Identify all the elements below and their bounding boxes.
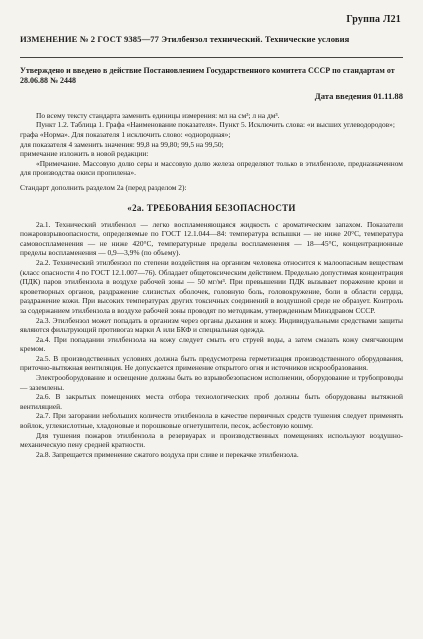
change-paragraph: «Примечание. Массовую долю серы и массовую долю железа определяют только в этилбензоле, предназначенном для производства окиси пропилена». [20, 158, 403, 178]
section-paragraph: Электрооборудование и освещение должны быть во взрывобезопасном исполнении, оборудование и трубопроводы — заземлены. [20, 373, 403, 392]
change-paragraph: Стандарт дополнить разделом 2а (перед разделом 2): [20, 182, 187, 192]
effective-date: Дата введения 01.11.88 [314, 90, 403, 101]
section-paragraph: Для тушения пожаров этилбензола в резервуарах и производственных помещениях используют воздушно-механическую пену средней кратности. [20, 430, 403, 450]
change-paragraph: Пункт 1.2. Таблица 1. Графа «Наименование показателя». Пункт 5. Исключить слова: «и высших углеводородов»; [36, 120, 395, 130]
section-paragraph: 2а.5. В производственных условиях должна быть предусмотрена герметизация производственного оборудования, приточно-вытяжная вентиляция. Не допускается применение открытого огня и источников искрообразования. [20, 353, 403, 373]
change-paragraph: для показателя 4 заменить значения: 99,8 на 99,80; 99,5 на 99,50; [20, 139, 224, 149]
section-paragraph: 2а.6. В закрытых помещениях места отбора технологических проб должны быть оборудованы вытяжной вентиляцией. [20, 392, 403, 411]
section-paragraph: 2а.4. При попадании этилбензола на кожу следует смыть его струей воды, а затем смазать кожу смягчающим кремом. [20, 334, 403, 354]
section-paragraph: 2а.3. Этилбензол может попадать в организм через органы дыхания и кожу. Индивидуальными средствами защиты являются фильтрующий противогаз марки А или БКФ и специальная одежда. [20, 315, 403, 335]
section-paragraph: 2а.8. Запрещается применение сжатого воздуха при сливе и перекачке этилбензола. [36, 449, 299, 459]
change-paragraph: графа «Норма». Для показателя 1 исключить слово: «однородная»; [20, 130, 231, 139]
approval-statement: Утверждено и введено в действие Постановлением Государственного комитета СССР по стандартам от 28.06.88 № 2448 [20, 66, 395, 86]
change-paragraph: По всему тексту стандарта заменить единицы измерения: мл на см³; л на дм³. [36, 110, 280, 120]
section-paragraph: 2а.7. При загорании небольших количеств этилбензола в качестве первичных средств тушения следует применять войлок, углекислотные, хладоновые и порошковые огнетушители, песок, асбестовую кошму. [20, 411, 403, 431]
section-paragraph: 2а.1. Технический этилбензол — легко воспламеняющаяся жидкость с ароматическим запахом. Показатели пожаровзрывоопасности, определяемые по ГОСТ 12.1.044—84: температура вспышки — не ниже 20°С, температура самовоспламенения — не ниже 420°С, температурные пределы воспламенения — 18—45°С, концентрационные пределы воспламенения — 0,9—3,9% (по объему). [20, 219, 403, 258]
change-paragraph: примечание изложить в новой редакции: [20, 149, 149, 159]
amendment-title: ИЗМЕНЕНИЕ № 2 ГОСТ 9385—77 Этилбензол технический. Технические условия [20, 34, 350, 44]
group-label: Группа Л21 [346, 14, 401, 25]
section-title: «2а. ТРЕБОВАНИЯ БЕЗОПАСНОСТИ [127, 202, 296, 213]
divider [20, 57, 403, 58]
section-paragraph: 2а.2. Технический этилбензол по степени воздействия на организм человека относится к малоопасным веществам (класс опасности 4 по ГОСТ 12.1.007—76). Обладает общетоксическим действием. Предельно допустимая концентрация (ПДК) паров этилбензола в воздухе рабочей зоны — 50 мг/м³. При превышении ПДК вызывает поражение крови и кроветворных органов, раздражение слизистых оболочек, головную боль, головокружение, боли в области сердца, раздражение кожи. При высоких температурах других токсичных соединений в воздушной среде не образует. Контроль за содержанием этилбензола в воздухе рабочей зоны проводят по методикам, утвержденным Минздравом СССР. [20, 257, 403, 315]
